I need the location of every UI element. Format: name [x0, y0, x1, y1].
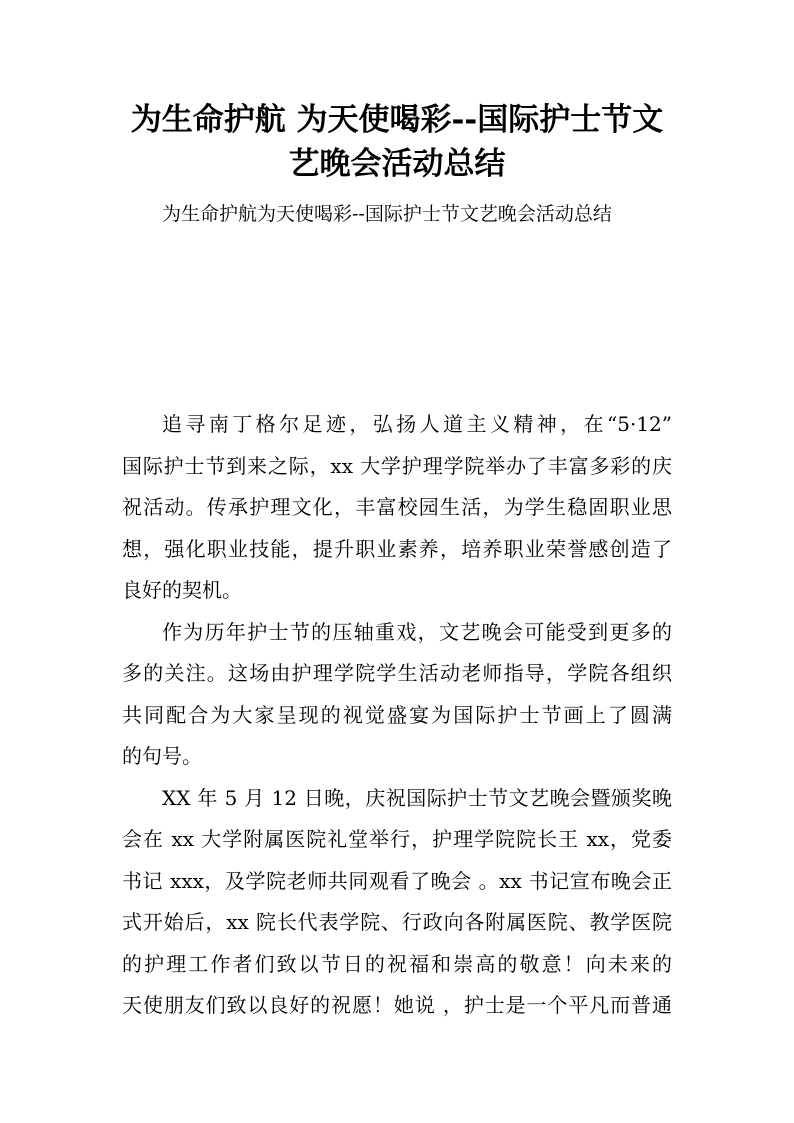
paragraph-3-line-1: XX 年 5 月 12 日晚，庆祝国际护士节文艺晚会暨颁奖晚: [162, 786, 672, 810]
document-subtitle: 为生命护航为天使喝彩--国际护士节文艺晚会活动总结: [162, 203, 612, 225]
paragraph-1-line-2: 国际护士节到来之际，xx 大学护理学院举办了丰富多彩的庆: [122, 454, 672, 478]
paragraph-1-line-4: 想，强化职业技能，提升职业素养，培养职业荣誉感创造了: [122, 537, 672, 561]
paragraph-3-line-2: 会在 xx 大学附属医院礼堂举行，护理学院院长王 xx，党委: [122, 827, 672, 851]
document-title-line-2: 艺晚会活动总结: [288, 146, 506, 182]
paragraph-2-line-2: 多的关注。这场由护理学院学生活动老师指导，学院各组织: [122, 661, 672, 685]
paragraph-2-line-3: 共同配合为大家呈现的视觉盛宴为国际护士节画上了圆满: [122, 703, 672, 727]
paragraph-1-line-3: 祝活动。传承护理文化，丰富校园生活，为学生稳固职业思: [122, 495, 672, 519]
paragraph-3-line-3: 书记 xxx，及学院老师共同观看了晚会 。xx 书记宣布晚会正: [122, 869, 672, 893]
document-title-line-1: 为生命护航 为天使喝彩--国际护士节文: [130, 102, 664, 138]
paragraph-2-line-4: 的句号。: [122, 744, 202, 768]
paragraph-3-line-4: 式开始后，xx 院长代表学院、行政向各附属医院、教学医院: [122, 910, 672, 934]
paragraph-2-line-1: 作为历年护士节的压轴重戏，文艺晚会可能受到更多的: [162, 620, 672, 644]
paragraph-1-line-1: 追寻南丁格尔足迹，弘扬人道主义精神，在“5·12”: [162, 412, 672, 436]
paragraph-3-line-5: 的护理工作者们致以节日的祝福和崇高的敬意！向未来的: [122, 952, 672, 976]
paragraph-1-line-5: 良好的契机。: [122, 578, 242, 602]
paragraph-3-line-6: 天使朋友们致以良好的祝愿！她说 ，护士是一个平凡而普通: [122, 993, 672, 1017]
